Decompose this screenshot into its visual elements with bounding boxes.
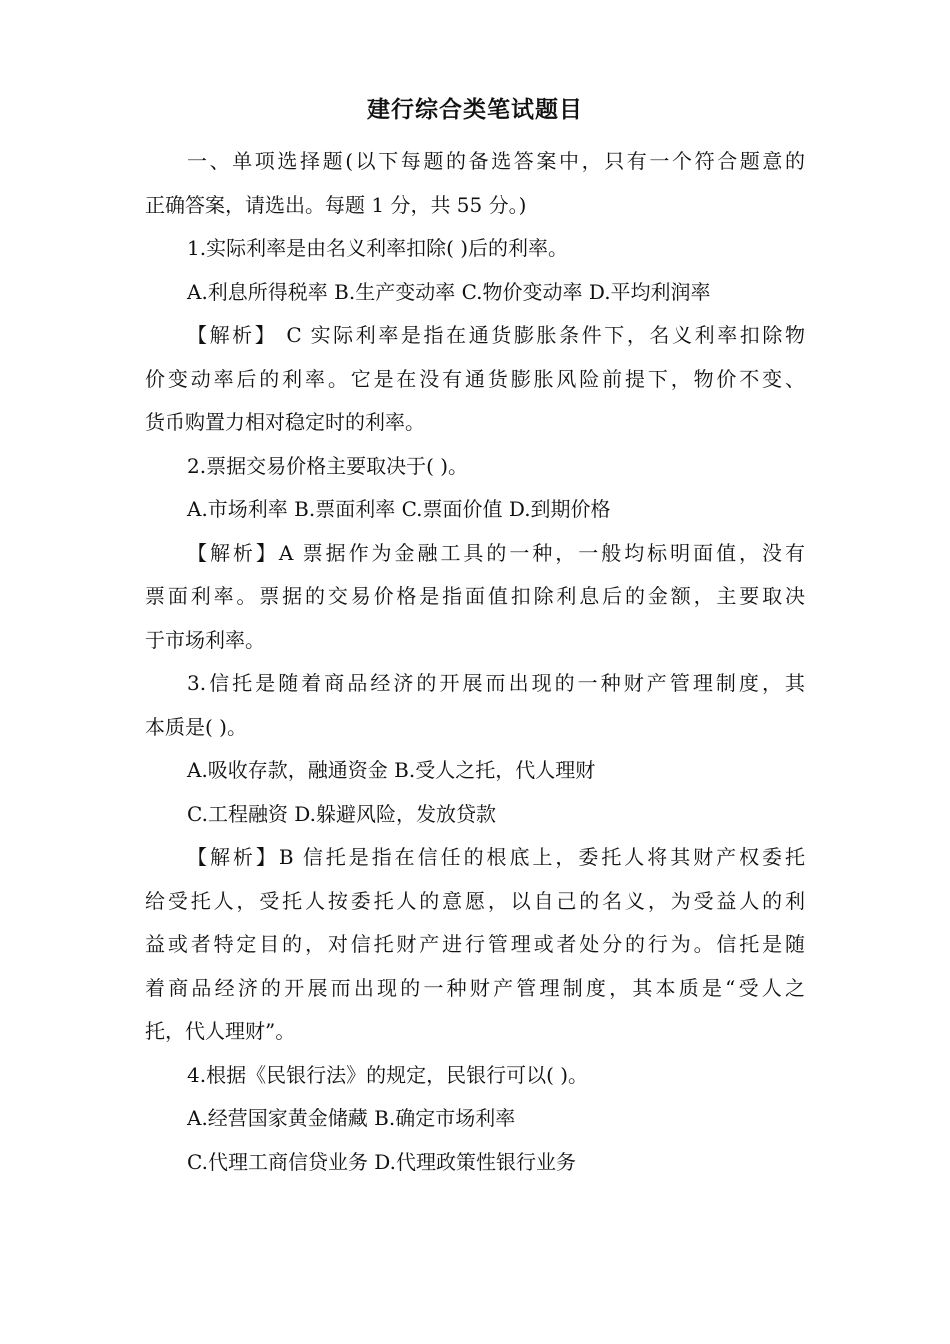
- question-2-options: A.市场利率 B.票面利率 C.票面价值 D.到期价格: [187, 497, 611, 521]
- answer-2-line-1: 【解析】A 票据作为金融工具的一种，一般均标明面值，没有: [187, 540, 805, 565]
- section-heading-line-1: 一、单项选择题(以下每题的备选答案中，只有一个符合题意的: [187, 149, 805, 173]
- document-body: [145, 140, 805, 1184]
- answer-2-line-3: 于市场利率。: [145, 627, 265, 652]
- question-4-options-line-1: A.经营国家黄金储藏 B.确定市场利率: [187, 1106, 516, 1130]
- document-title: 建行综合类笔试题目: [367, 97, 583, 123]
- answer-3-line-3: 益或者特定目的，对信托财产进行管理或者处分的行为。信托是随: [145, 932, 805, 956]
- answer-1-line-3: 货币购置力相对稳定时的利率。: [145, 410, 425, 434]
- question-3-line-1: 3.信托是随着商品经济的开展而出现的一种财产管理制度，其: [187, 671, 805, 695]
- answer-3-line-2: 给受托人，受托人按委托人的意愿，以自己的名义，为受益人的利: [145, 888, 805, 913]
- answer-2-line-2: 票面利率。票据的交易价格是指面值扣除利息后的金额，主要取决: [145, 584, 805, 608]
- question-3-line-2: 本质是( )。: [145, 714, 247, 739]
- question-3-options-line-1: A.吸收存款，融通资金 B.受人之托，代人理财: [187, 758, 596, 782]
- question-2: 2.票据交易价格主要取决于( )。: [187, 453, 469, 478]
- answer-3-line-5: 托，代人理财”。: [145, 1019, 296, 1043]
- question-4-options-line-2: C.代理工商信贷业务 D.代理政策性银行业务: [187, 1149, 576, 1174]
- question-4: 4.根据《民银行法》的规定，民银行可以( )。: [187, 1062, 589, 1087]
- answer-1-line-2: 价变动率后的利率。它是在没有通货膨胀风险前提下，物价不变、: [145, 366, 805, 391]
- question-1: 1.实际利率是由名义利率扣除( )后的利率。: [187, 236, 569, 260]
- section-heading-line-2: 正确答案，请选出。每题 1 分，共 55 分。): [145, 192, 527, 217]
- answer-1-line-1: 【解析】 C 实际利率是指在通货膨胀条件下，名义利率扣除物: [187, 323, 805, 347]
- answer-3-line-4: 着商品经济的开展而出现的一种财产管理制度，其本质是“受人之: [145, 975, 805, 1000]
- question-3-options-line-2: C.工程融资 D.躲避风险，发放贷款: [187, 801, 496, 826]
- answer-3-line-1: 【解析】B 信托是指在信任的根底上，委托人将其财产权委托: [187, 845, 805, 869]
- question-1-options: A.利息所得税率 B.生产变动率 C.物价变动率 D.平均利润率: [187, 279, 711, 304]
